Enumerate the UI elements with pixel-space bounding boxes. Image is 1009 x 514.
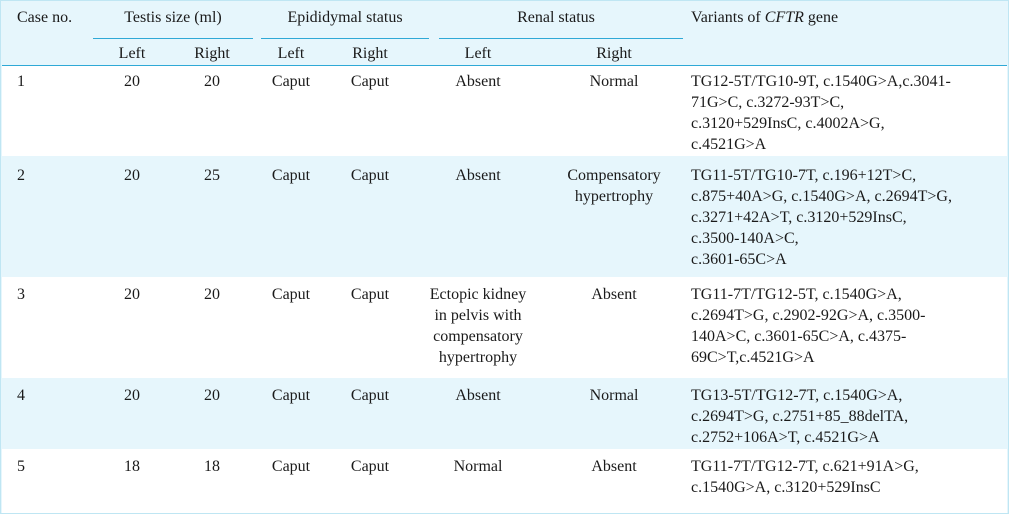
cell-variants: c.3601-65C>A (691, 251, 787, 268)
header-renal-left: Left (464, 45, 492, 62)
cell-renal-right: Normal (589, 387, 639, 404)
cell-variants: c.3271+42A>T, c.3120+529InsC, (691, 209, 907, 226)
cell-renal-left: Normal (453, 458, 503, 475)
cell-epi-right: Caput (350, 458, 390, 475)
renal-underline (439, 38, 683, 39)
cell-variants: c.2752+106A>T, c.4521G>A (691, 429, 880, 446)
cell-case: 3 (17, 286, 25, 303)
cell-variants: TG13-5T/TG12-7T, c.1540G>A, (691, 387, 903, 404)
header-renal-status: Renal status (517, 9, 595, 26)
cell-epi-right: Caput (350, 73, 390, 90)
cell-variants: c.1540G>A, c.3120+529InsC (691, 479, 881, 496)
cell-renal-right: Compensatory (567, 167, 661, 184)
cell-testis-left: 18 (124, 458, 140, 475)
cell-variants: c.875+40A>G, c.1540G>A, c.2694T>G, (691, 188, 952, 205)
header-case-no: Case no. (17, 9, 73, 26)
cell-epi-left: Caput (271, 387, 311, 404)
cell-variants: 69C>T,c.4521G>A (691, 349, 815, 366)
cell-variants: c.3120+529InsC, c.4002A>G, (691, 115, 885, 132)
cell-variants: c.2694T>G, c.2902-92G>A, c.3500- (691, 307, 926, 324)
cell-renal-left: Ectopic kidney (429, 286, 527, 303)
cell-variants: TG11-7T/TG12-5T, c.1540G>A, (691, 286, 902, 303)
cell-epi-left: Caput (271, 458, 311, 475)
cell-variants: c.4521G>A (691, 136, 767, 153)
cell-testis-right: 25 (204, 167, 220, 184)
header-testis-left: Left (118, 45, 146, 62)
cell-variants: 140A>C, c.3601-65C>A, c.4375- (691, 328, 907, 345)
cell-testis-left: 20 (124, 387, 140, 404)
cell-testis-right: 18 (204, 458, 220, 475)
cell-variants: TG12-5T/TG10-9T, c.1540G>A,c.3041- (691, 73, 951, 90)
cell-case: 4 (17, 387, 25, 404)
header-epididymal-status: Epididymal status (287, 9, 403, 26)
testis-underline (93, 38, 253, 39)
table-header (1, 1, 1008, 65)
header-epi-left: Left (277, 45, 305, 62)
cell-variants: TG11-5T/TG10-7T, c.196+12T>C, (691, 167, 917, 184)
cell-renal-left: compensatory (433, 328, 523, 345)
cell-renal-right: Absent (591, 458, 637, 475)
cell-variants: c.2694T>G, c.2751+85_88delTA, (691, 408, 909, 425)
header-variants (691, 7, 838, 28)
cell-case: 1 (17, 73, 25, 90)
header-variants-post: gene (803, 9, 839, 26)
cell-epi-right: Caput (350, 387, 390, 404)
cell-testis-right: 20 (204, 73, 220, 90)
header-variants-gene: CFTR (764, 9, 804, 26)
cell-renal-left: in pelvis with (434, 307, 522, 324)
cell-renal-left: Absent (455, 73, 501, 90)
cell-testis-left: 20 (124, 167, 140, 184)
cell-renal-left: Absent (455, 167, 501, 184)
cell-testis-left: 20 (124, 73, 140, 90)
header-testis-size: Testis size (ml) (124, 9, 222, 26)
cell-variants: TG11-7T/TG12-7T, c.621+91A>G, (691, 458, 919, 475)
cell-renal-right: Absent (591, 286, 637, 303)
cell-epi-left: Caput (271, 286, 311, 303)
cell-renal-left: hypertrophy (438, 349, 518, 366)
header-variants-pre: Variants of (691, 9, 765, 26)
cell-case: 2 (17, 167, 25, 184)
cell-epi-right: Caput (350, 286, 390, 303)
cell-epi-left: Caput (271, 167, 311, 184)
header-renal-right: Right (596, 45, 632, 62)
header-testis-right: Right (194, 45, 230, 62)
cell-case: 5 (17, 458, 25, 475)
cell-variants: 71G>C, c.3272-93T>C, (691, 94, 845, 111)
header-epi-right: Right (352, 45, 388, 62)
cell-testis-right: 20 (204, 387, 220, 404)
cell-renal-left: Absent (455, 387, 501, 404)
cell-testis-right: 20 (204, 286, 220, 303)
cell-renal-right: Normal (589, 73, 639, 90)
cell-variants: c.3500-140A>C, (691, 230, 799, 247)
epididymal-underline (261, 38, 429, 39)
cell-renal-right: hypertrophy (574, 188, 654, 205)
cell-epi-right: Caput (350, 167, 390, 184)
cell-epi-left: Caput (271, 73, 311, 90)
cell-testis-left: 20 (124, 286, 140, 303)
